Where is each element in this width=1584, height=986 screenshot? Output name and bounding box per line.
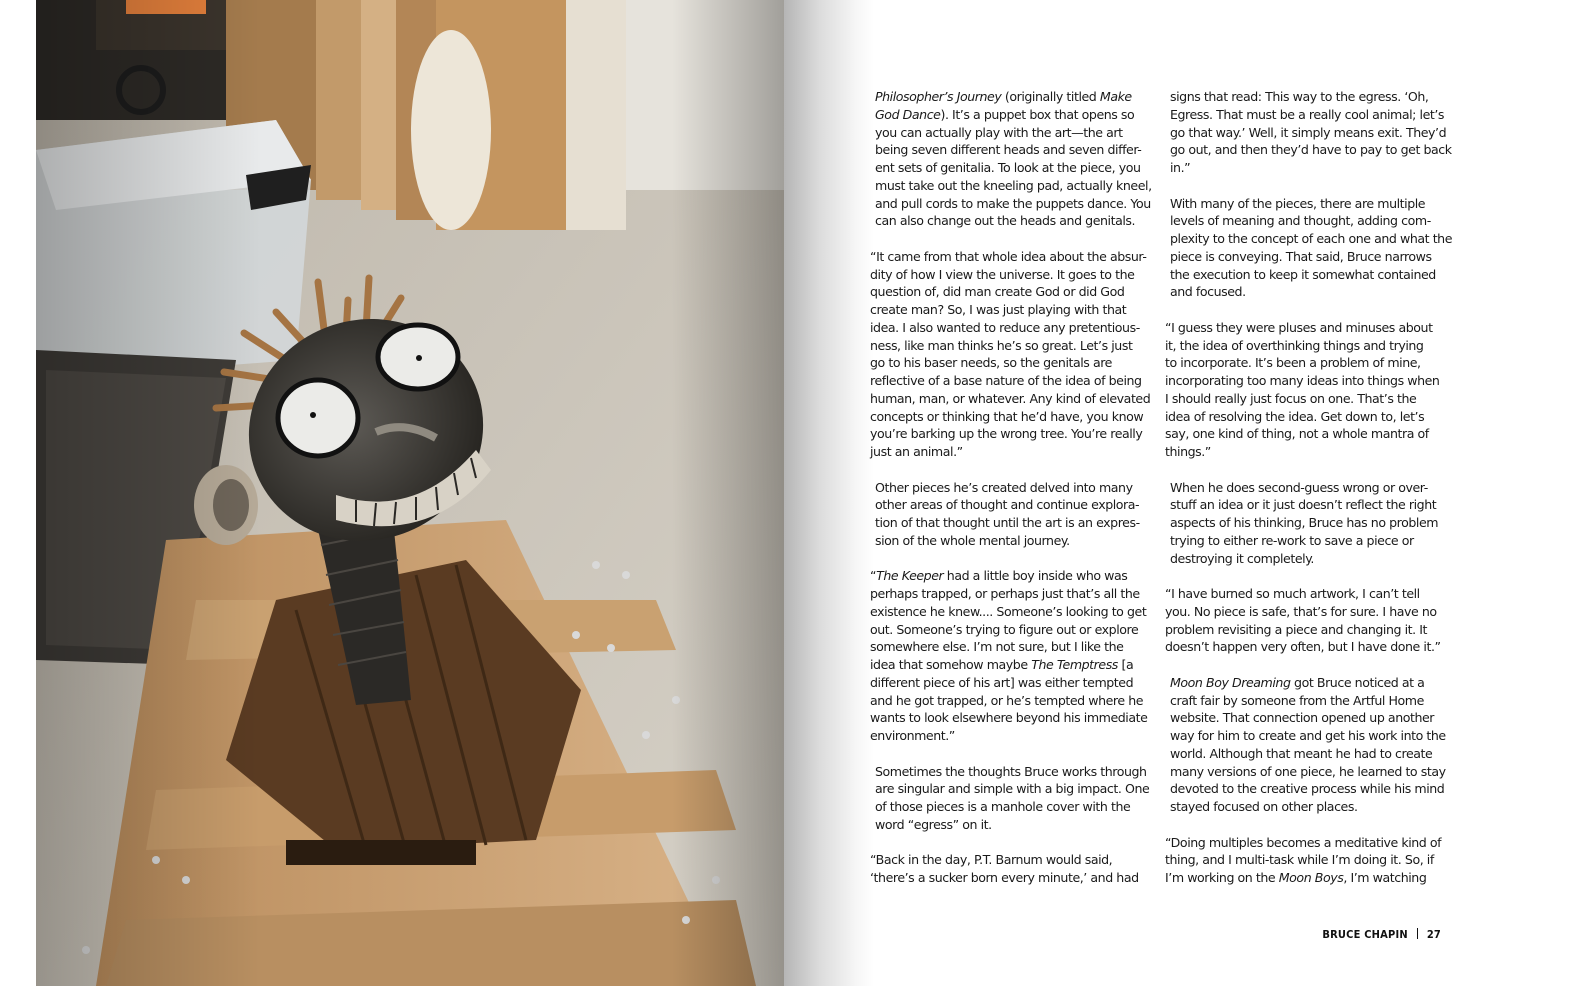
body-text: it, the idea of overthinking things and trying — [1165, 337, 1424, 353]
body-text: devoted to the creative process while his mind — [1170, 781, 1445, 797]
text-line — [1165, 851, 1455, 869]
text-line — [1165, 425, 1455, 443]
paragraph — [1170, 195, 1455, 302]
body-text: environment.” — [870, 728, 955, 743]
text-line — [870, 319, 1160, 337]
body-text: stuff an idea or it just doesn’t reflect the right — [1170, 497, 1437, 513]
body-text: Other pieces he’s created delved into many — [875, 479, 1133, 495]
text-line — [870, 567, 1160, 585]
text-line — [1170, 550, 1455, 568]
body-text: wants to look elsewhere beyond his immediate — [870, 710, 1148, 726]
text-line — [875, 763, 1160, 781]
text-line — [870, 727, 1160, 745]
body-text: aspects of his thinking, Bruce has no problem — [1170, 515, 1439, 530]
text-line — [1165, 408, 1455, 426]
body-text: tion of that thought until the art is an expres- — [875, 515, 1140, 530]
text-line — [1170, 212, 1455, 230]
body-text: “It came from that whole idea about the absur- — [870, 248, 1147, 264]
text-line — [875, 124, 1160, 142]
page-number: 27 — [1426, 928, 1441, 941]
body-text: to incorporate. It’s been a problem of mine, — [1165, 355, 1421, 371]
running-footer-author: BRUCE CHAPIN — [1322, 928, 1408, 941]
body-text: somewhere else. I’m not sure, but I like the — [870, 639, 1124, 655]
body-text: destroying it completely. — [1170, 550, 1314, 566]
paragraph — [1170, 479, 1455, 568]
text-line — [1170, 780, 1455, 798]
paragraph — [875, 88, 1160, 230]
text-line — [870, 692, 1160, 710]
body-text: (originally titled — [1001, 89, 1100, 104]
text-line — [870, 621, 1160, 639]
text-line — [1170, 159, 1455, 177]
body-text: you can actually play with the art—the art — [875, 124, 1123, 140]
body-text: existence he knew.... Someone’s looking to get — [870, 603, 1147, 619]
italic-title-text: Make — [1099, 89, 1132, 104]
body-text: “I guess they were pluses and minuses about — [1165, 319, 1433, 335]
body-text: go to his baser needs, so the genitals are — [870, 355, 1112, 371]
text-line — [1165, 621, 1455, 639]
page-footer — [1322, 928, 1441, 941]
text-line — [875, 798, 1160, 816]
italic-title-text: Moon Boys — [1278, 870, 1344, 885]
body-text: website. That connection opened up another — [1170, 710, 1435, 726]
body-text: in.” — [1170, 160, 1191, 175]
text-line — [1170, 283, 1455, 301]
body-text: ent sets of genitalia. To look at the piece, you — [875, 160, 1141, 175]
body-text: [a — [1117, 657, 1134, 672]
body-text: human, man, or whatever. Any kind of elevated — [870, 390, 1151, 406]
body-text: , I’m watching — [1343, 870, 1427, 885]
text-line — [875, 195, 1160, 213]
body-text: world. Although that meant he had to create — [1170, 745, 1433, 761]
body-text: can also change out the heads and genitals. — [875, 213, 1136, 229]
paragraph — [870, 567, 1160, 745]
text-line — [870, 390, 1160, 408]
text-column-left — [870, 88, 1160, 905]
text-line — [870, 248, 1160, 266]
body-text: Sometimes the thoughts Bruce works through — [875, 763, 1147, 779]
text-line — [1170, 532, 1455, 550]
body-text: idea that somehow maybe — [870, 657, 1032, 672]
body-text: When he does second-guess wrong or over- — [1170, 479, 1428, 495]
text-line — [1170, 727, 1455, 745]
italic-title-text: Philosopher’s Journey — [875, 89, 1002, 104]
body-text: must take out the kneeling pad, actually kneel, — [875, 177, 1152, 193]
text-line — [1170, 266, 1455, 284]
body-text: Egress. That must be a really cool animal; let’s — [1170, 106, 1445, 122]
text-line — [875, 514, 1160, 532]
italic-title-text: God Dance — [875, 106, 941, 122]
text-line — [1170, 709, 1455, 727]
text-line — [1170, 230, 1455, 248]
text-line — [1165, 638, 1455, 656]
text-line — [870, 674, 1160, 692]
body-text: incorporating too many ideas into things when — [1165, 373, 1440, 388]
text-line — [1165, 834, 1455, 852]
text-line — [1165, 372, 1455, 390]
text-line — [870, 408, 1160, 426]
text-line — [870, 301, 1160, 319]
body-text: ness, like man thinks he’s so great. Let’s just — [870, 337, 1133, 353]
body-text: out. Someone’s trying to figure out or explore — [870, 621, 1139, 637]
text-line — [1170, 798, 1455, 816]
text-line — [875, 780, 1160, 798]
text-line — [870, 443, 1160, 461]
body-text: idea of resolving the idea. Get down to, let’s — [1165, 408, 1425, 424]
text-line — [1170, 674, 1455, 692]
body-text: are singular and simple with a big impact. One — [875, 781, 1150, 797]
text-line — [1165, 869, 1455, 887]
paragraph — [875, 763, 1160, 834]
paragraph — [870, 248, 1160, 461]
text-line — [870, 425, 1160, 443]
text-line — [1170, 195, 1455, 213]
body-text: being seven different heads and seven differ- — [875, 142, 1142, 158]
text-line — [870, 337, 1160, 355]
paragraph — [870, 851, 1160, 887]
text-line — [1165, 443, 1455, 461]
text-line — [1170, 496, 1455, 514]
body-text: problem revisiting a piece and changing it. It — [1165, 621, 1427, 637]
paragraph — [1165, 319, 1455, 461]
page-fold-shadow — [784, 0, 877, 986]
text-line — [875, 141, 1160, 159]
text-line — [875, 496, 1160, 514]
text-line — [1165, 354, 1455, 372]
text-line — [870, 354, 1160, 372]
body-text: say, one kind of thing, not a whole mantra of — [1165, 426, 1429, 442]
body-text: “ — [870, 568, 877, 584]
text-line — [1170, 745, 1455, 763]
text-line — [875, 88, 1160, 106]
text-line — [870, 372, 1160, 390]
body-text: “Back in the day, P.T. Barnum would said, — [870, 852, 1113, 868]
body-text: the execution to keep it somewhat contained — [1170, 266, 1436, 282]
body-text: go that way.’ Well, it simply means exit. They’d — [1170, 124, 1447, 140]
text-line — [1165, 319, 1455, 337]
body-text: piece is conveying. That said, Bruce narrows — [1170, 248, 1432, 264]
text-line — [875, 816, 1160, 834]
text-line — [1170, 692, 1455, 710]
body-text: reflective of a base nature of the idea of being — [870, 373, 1142, 388]
paragraph — [875, 479, 1160, 550]
text-line — [875, 532, 1160, 550]
text-line — [875, 212, 1160, 230]
body-text: you’re barking up the wrong tree. You’re really — [870, 426, 1143, 442]
text-line — [1165, 585, 1455, 603]
body-text: and pull cords to make the puppets dance. You — [875, 195, 1151, 211]
footer-divider — [1417, 928, 1418, 939]
body-text: I should really just focus on one. That’s the — [1165, 390, 1417, 406]
body-text: I’m working on the — [1165, 870, 1279, 885]
body-text: idea. I also wanted to reduce any pretentious- — [870, 319, 1140, 335]
page-margin — [0, 0, 36, 986]
text-line — [870, 585, 1160, 603]
body-text: and he got trapped, or he’s tempted where he — [870, 692, 1144, 708]
body-text: perhaps trapped, or perhaps just that’s all the — [870, 586, 1140, 601]
body-text: just an animal.” — [870, 444, 963, 459]
body-text: go out, and then they’d have to pay to get back — [1170, 142, 1452, 158]
body-text: doesn’t happen very often, but I have done it.” — [1165, 639, 1441, 655]
text-line — [870, 638, 1160, 656]
text-line — [875, 177, 1160, 195]
body-text: With many of the pieces, there are multiple — [1170, 195, 1426, 211]
paragraph — [1170, 674, 1455, 816]
text-line — [1170, 88, 1455, 106]
body-text: signs that read: This way to the egress. ‘Oh, — [1170, 89, 1429, 104]
text-line — [1170, 514, 1455, 532]
text-line — [875, 106, 1160, 124]
body-text: other areas of thought and continue explora- — [875, 497, 1140, 513]
text-line — [1170, 479, 1455, 497]
paragraph — [1165, 834, 1455, 887]
body-text: got Bruce noticed at a — [1290, 674, 1425, 690]
text-line — [1170, 763, 1455, 781]
body-text: ‘there’s a sucker born every minute,’ and had — [870, 870, 1139, 885]
body-text: “Doing multiples becomes a meditative kind of — [1165, 834, 1442, 850]
body-text: thing, and I multi-task while I’m doing it. So, if — [1165, 852, 1434, 868]
text-line — [1170, 141, 1455, 159]
body-text: things.” — [1165, 444, 1211, 459]
body-text: create man? So, I was just playing with that — [870, 302, 1127, 317]
text-line — [870, 283, 1160, 301]
paragraph — [1165, 585, 1455, 656]
text-line — [870, 603, 1160, 621]
text-line — [870, 266, 1160, 284]
body-text: sion of the whole mental journey. — [875, 532, 1070, 548]
body-text: different piece of his art] was either tempted — [870, 674, 1134, 690]
body-text: “I have burned so much artwork, I can’t tell — [1165, 586, 1420, 601]
text-line — [1165, 603, 1455, 621]
body-text: ). It’s a puppet box that opens so — [940, 106, 1135, 122]
italic-title-text: The Keeper — [876, 568, 944, 584]
body-text: levels of meaning and thought, adding com- — [1170, 213, 1431, 229]
text-line — [1165, 337, 1455, 355]
text-line — [1170, 124, 1455, 142]
text-line — [870, 709, 1160, 727]
body-text: word “egress” on it. — [875, 816, 992, 832]
text-line — [1170, 106, 1455, 124]
paragraph — [1170, 88, 1455, 177]
text-column-right — [1165, 88, 1455, 905]
body-text: stayed focused on other places. — [1170, 799, 1358, 814]
body-text: trying to either re-work to save a piece or — [1170, 532, 1414, 548]
body-text: many versions of one piece, he learned to stay — [1170, 763, 1446, 779]
body-text: question of, did man create God or did God — [870, 284, 1125, 300]
body-text: plexity to the concept of each one and what the — [1170, 231, 1453, 246]
body-text: way for him to create and get his work into the — [1170, 728, 1446, 743]
italic-title-text: Moon Boy Dreaming — [1170, 674, 1291, 690]
text-line — [870, 869, 1160, 887]
text-line — [1165, 390, 1455, 408]
text-line — [870, 656, 1160, 674]
text-line — [875, 479, 1160, 497]
italic-title-text: The Temptress — [1031, 657, 1118, 672]
sculpture-photo — [36, 0, 784, 986]
body-text: concepts or thinking that he’d have, you know — [870, 408, 1144, 424]
text-line — [1170, 248, 1455, 266]
body-text: had a little boy inside who was — [943, 568, 1128, 584]
body-text: dity of how I view the universe. It goes to the — [870, 266, 1135, 282]
body-text: of those pieces is a manhole cover with the — [875, 799, 1131, 814]
body-text: and focused. — [1170, 284, 1246, 300]
text-line — [875, 159, 1160, 177]
body-text: you. No piece is safe, that’s for sure. I have no — [1165, 603, 1437, 619]
text-line — [870, 851, 1160, 869]
body-text: craft fair by someone from the Artful Home — [1170, 692, 1424, 708]
